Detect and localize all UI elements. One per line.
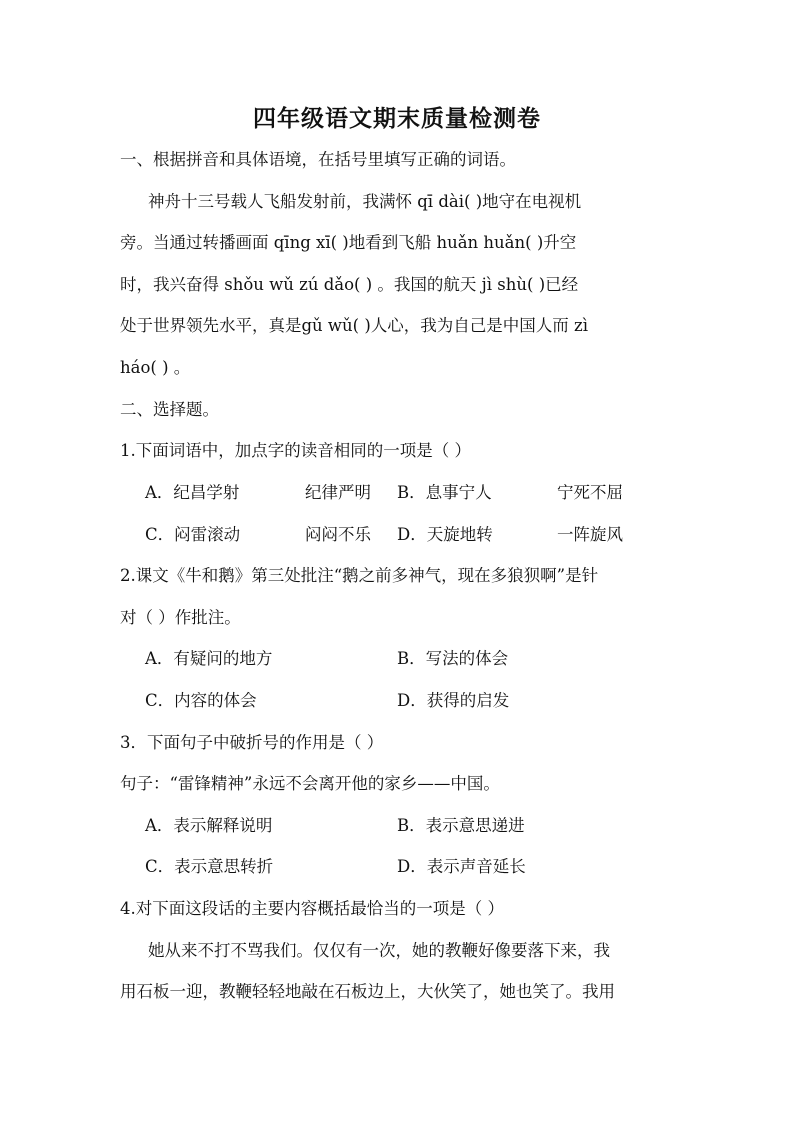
- q2-option-a: A．有疑问的地方: [145, 649, 273, 668]
- q4-stem: 4.对下面这段话的主要内容概括最恰当的一项是（ ）: [120, 899, 504, 918]
- q3-sentence: 句子：“雷锋精神”永远不会离开他的家乡——中国。: [120, 774, 500, 793]
- section1-line-4: 处于世界领先水平，真是gǔ wǔ( )人心，我为自己是中国人而 zì: [120, 316, 589, 335]
- q1-option-d: D．天旋地转: [397, 525, 493, 544]
- page-title: 四年级语文期末质量检测卷: [253, 105, 541, 132]
- section2-heading: 二、选择题。: [120, 400, 219, 419]
- q1-option-a: A．纪昌学射: [145, 483, 240, 502]
- q3-stem: 3．下面句子中破折号的作用是（ ）: [120, 733, 384, 752]
- q1-option-b-pair: 宁死不屈: [557, 483, 623, 502]
- q1-option-d-pair: 一阵旋风: [557, 525, 623, 544]
- q2-option-c: C．内容的体会: [145, 691, 257, 710]
- section1-heading: 一、根据拼音和具体语境，在括号里填写正确的词语。: [120, 150, 516, 169]
- section1-line-3: 时，我兴奋得 shǒu wǔ zú dǎo( ) 。我国的航天 jì shù( )已经: [120, 275, 579, 294]
- section1-line-2: 旁。当通过转播画面 qīng xī( )地看到飞船 huǎn huǎn( )升空: [120, 233, 577, 252]
- q1-option-c-pair: 闷闷不乐: [305, 525, 371, 544]
- section1-line-5: háo( ) 。: [120, 358, 191, 377]
- q3-option-a: A．表示解释说明: [145, 816, 273, 835]
- q2-option-b: B．写法的体会: [397, 649, 509, 668]
- q1-stem: 1.下面词语中，加点字的读音相同的一项是（ ）: [120, 441, 471, 460]
- section1-line-1: 神舟十三号载人飞船发射前，我满怀 qī dài( )地守在电视机: [148, 192, 582, 211]
- q2-stem-line-1: 2.课文《牛和鹅》第三处批注“鹅之前多神气，现在多狼狈啊”是针: [120, 566, 599, 585]
- q4-passage-line-2: 用石板一迎，教鞭轻轻地敲在石板边上，大伙笑了，她也笑了。我用: [120, 982, 615, 1001]
- q2-option-d: D．获得的启发: [397, 691, 510, 710]
- q2-stem-line-2: 对（ ）作批注。: [120, 608, 241, 627]
- q3-option-b: B．表示意思递进: [397, 816, 525, 835]
- q1-option-b: B．息事宁人: [397, 483, 492, 502]
- q3-option-c: C．表示意思转折: [145, 857, 274, 876]
- q1-option-c: C．闷雷滚动: [145, 525, 241, 544]
- q1-option-a-pair: 纪律严明: [305, 483, 371, 502]
- q3-option-d: D．表示声音延长: [397, 857, 526, 876]
- q4-passage-line-1: 她从来不打不骂我们。仅仅有一次，她的教鞭好像要落下来，我: [148, 941, 610, 960]
